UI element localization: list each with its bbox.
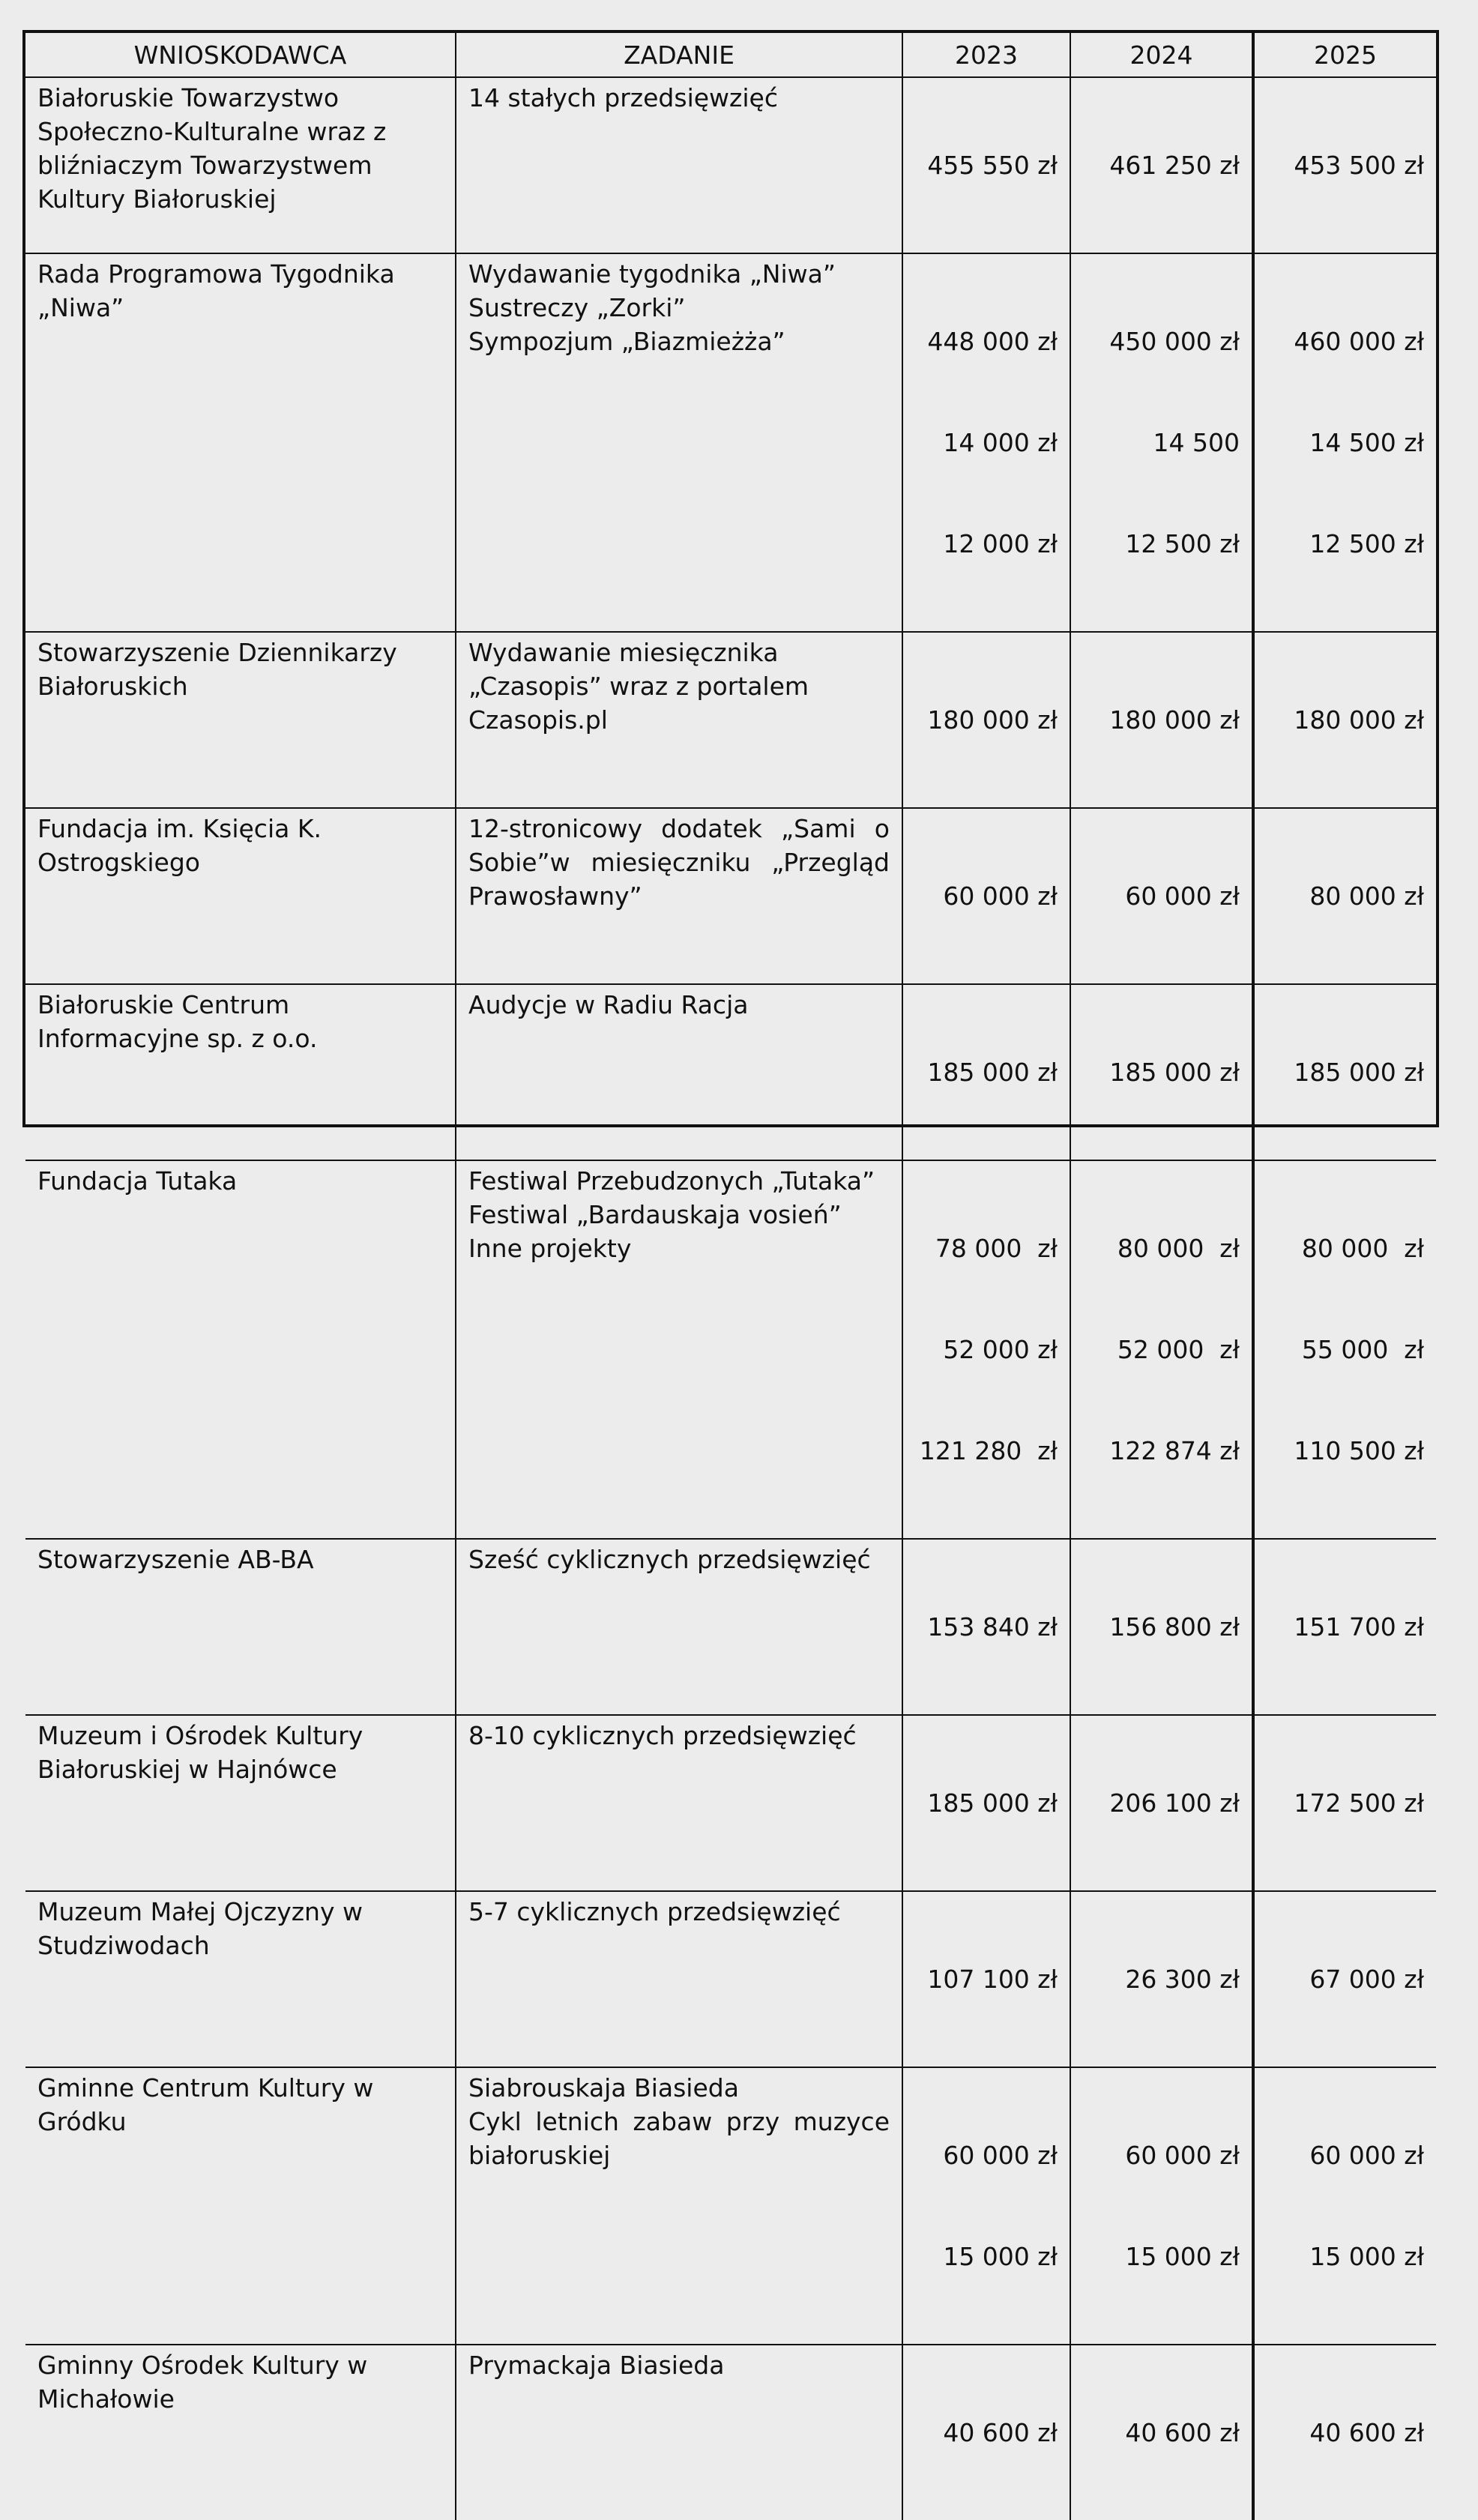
header-task: ZADANIE	[456, 33, 902, 77]
amount-2025-cell	[1253, 808, 1436, 984]
amount-value: 15 000 zł	[1309, 2242, 1424, 2271]
task-cell	[456, 1715, 902, 1891]
amount-value: 14 000 zł	[943, 428, 1058, 457]
amount-2024-cell	[1070, 1891, 1253, 2067]
grants-table	[25, 33, 1436, 2520]
amount-2025-cell	[1253, 253, 1436, 632]
amount-value: 67 000 zł	[1309, 1965, 1424, 1994]
amount-value: 60 000 zł	[1309, 2141, 1424, 2170]
amount-value: 460 000 zł	[1294, 327, 1424, 356]
amount-value: 450 000 zł	[1109, 327, 1240, 356]
amount-value: 60 000 zł	[1125, 881, 1240, 911]
amount-value: 448 000 zł	[927, 327, 1058, 356]
amount-2023-cell	[902, 77, 1070, 253]
amount-value: 80 000 zł	[1117, 1234, 1240, 1263]
task-line: Festiwal Przebudzonych „Tutaka”	[468, 1166, 875, 1196]
applicant-cell: Stowarzyszenie AB-BA	[25, 1539, 456, 1715]
amount-value: 185 000 zł	[1109, 1058, 1240, 1087]
amount-value: 78 000 zł	[935, 1234, 1058, 1263]
amount-value: 40 600 zł	[1309, 2418, 1424, 2447]
table-row	[25, 1539, 1436, 1715]
task-cell	[456, 1891, 902, 2067]
table-body	[25, 77, 1436, 2520]
header-year-2025: 2025	[1253, 33, 1436, 77]
applicant-cell: Stowarzyszenie Dziennikarzy Białoruskich	[25, 632, 456, 808]
applicant-cell: Muzeum Małej Ojczyzny w Studziwodach	[25, 1891, 456, 2067]
applicant-cell: Fundacja Tutaka	[25, 1160, 456, 1539]
amount-2024-cell	[1070, 1715, 1253, 1891]
amount-value: 15 000 zł	[943, 2242, 1058, 2271]
task-cell	[456, 253, 902, 632]
task-cell	[456, 1160, 902, 1539]
amount-2023-cell	[902, 1891, 1070, 2067]
task-line: Sześć cyklicznych przedsięwzięć	[468, 1545, 871, 1574]
task-cell	[456, 808, 902, 984]
grants-table-frame	[22, 30, 1439, 2447]
amount-value: 52 000 zł	[943, 1335, 1058, 1364]
amount-value: 60 000 zł	[1125, 2141, 1240, 2170]
task-line: Audycje w Radiu Racja	[468, 990, 749, 1019]
amount-2025-cell	[1253, 77, 1436, 253]
amount-value: 15 000 zł	[1125, 2242, 1240, 2271]
amount-2025-cell	[1253, 2067, 1436, 2345]
amount-value: 185 000 zł	[927, 1788, 1058, 1818]
amount-value: 180 000 zł	[1294, 705, 1424, 735]
task-line: Prymackaja Biasieda	[468, 2351, 725, 2380]
header-year-2023: 2023	[902, 33, 1070, 77]
amount-value: 26 300 zł	[1125, 1965, 1240, 1994]
header-applicant: WNIOSKODAWCA	[25, 33, 456, 77]
amount-value: 80 000 zł	[1301, 1234, 1424, 1263]
task-cell	[456, 2345, 902, 2520]
task-line: Festiwal „Bardauskaja vosień”	[468, 1200, 842, 1229]
amount-2024-cell	[1070, 632, 1253, 808]
task-cell	[456, 1539, 902, 1715]
amount-value: 12 500 zł	[1309, 529, 1424, 558]
amount-value: 461 250 zł	[1109, 151, 1240, 180]
task-line: 8-10 cyklicznych przedsięwzięć	[468, 1721, 857, 1750]
amount-value: 40 600 zł	[1125, 2418, 1240, 2447]
amount-value: 122 874 zł	[1109, 1436, 1240, 1465]
amount-value: 12 500 zł	[1125, 529, 1240, 558]
task-line: 5-7 cyklicznych przedsięwzięć	[468, 1897, 841, 1926]
amount-2025-cell	[1253, 1715, 1436, 1891]
amount-value: 180 000 zł	[927, 705, 1058, 735]
amount-value: 60 000 zł	[943, 2141, 1058, 2170]
amount-2025-cell	[1253, 2345, 1436, 2520]
amount-2023-cell	[902, 2067, 1070, 2345]
task-cell	[456, 984, 902, 1160]
amount-2023-cell	[902, 808, 1070, 984]
task-line: Sympozjum „Biazmieżża”	[468, 327, 785, 356]
table-row	[25, 1891, 1436, 2067]
amount-2024-cell	[1070, 2345, 1253, 2520]
amount-2023-cell	[902, 2345, 1070, 2520]
amount-2023-cell	[902, 1539, 1070, 1715]
applicant-cell: Białoruskie Centrum Informacyjne sp. z o.o.	[25, 984, 456, 1160]
amount-2024-cell	[1070, 253, 1253, 632]
amount-2024-cell	[1070, 1160, 1253, 1539]
amount-2023-cell	[902, 1160, 1070, 1539]
amount-value: 55 000 zł	[1301, 1335, 1424, 1364]
amount-value: 14 500 zł	[1309, 428, 1424, 457]
amount-2024-cell	[1070, 77, 1253, 253]
amount-2023-cell	[902, 1715, 1070, 1891]
amount-value: 12 000 zł	[943, 529, 1058, 558]
amount-value: 60 000 zł	[943, 881, 1058, 911]
task-cell	[456, 77, 902, 253]
table-row	[25, 2067, 1436, 2345]
table-row	[25, 2345, 1436, 2520]
amount-2024-cell	[1070, 1539, 1253, 1715]
amount-value: 206 100 zł	[1109, 1788, 1240, 1818]
task-line: Cykl letnich zabaw przy muzyce białoruskiej	[468, 2107, 890, 2170]
amount-value: 80 000 zł	[1309, 881, 1424, 911]
amount-value: 156 800 zł	[1109, 1612, 1240, 1642]
amount-value: 153 840 zł	[927, 1612, 1058, 1642]
task-line: Siabrouskaja Biasieda	[468, 2073, 739, 2102]
amount-2025-cell	[1253, 1539, 1436, 1715]
amount-2025-cell	[1253, 632, 1436, 808]
task-line: 14 stałych przedsięwzięć	[468, 83, 778, 112]
header-year-2024: 2024	[1070, 33, 1253, 77]
applicant-cell: Białoruskie Towarzystwo Społeczno-Kulturalne wraz z bliźniaczym Towarzystwem Kultury Białoruskiej	[25, 77, 456, 253]
table-header-row	[25, 33, 1436, 77]
amount-value: 172 500 zł	[1294, 1788, 1424, 1818]
amount-value: 453 500 zł	[1294, 151, 1424, 180]
task-line: Inne projekty	[468, 1234, 632, 1263]
table-row	[25, 253, 1436, 632]
applicant-cell: Rada Programowa Tygodnika „Niwa”	[25, 253, 456, 632]
table-row	[25, 77, 1436, 253]
applicant-cell: Fundacja im. Księcia K. Ostrogskiego	[25, 808, 456, 984]
table-row	[25, 808, 1436, 984]
amount-2025-cell	[1253, 1160, 1436, 1539]
amount-2023-cell	[902, 984, 1070, 1160]
amount-2024-cell	[1070, 984, 1253, 1160]
amount-2024-cell	[1070, 808, 1253, 984]
amount-value: 151 700 zł	[1294, 1612, 1424, 1642]
amount-2023-cell	[902, 632, 1070, 808]
amount-value: 185 000 zł	[1294, 1058, 1424, 1087]
amount-value: 14 500	[1153, 428, 1240, 457]
amount-value: 110 500 zł	[1294, 1436, 1424, 1465]
applicant-cell: Muzeum i Ośrodek Kultury Białoruskiej w Hajnówce	[25, 1715, 456, 1891]
table-row	[25, 632, 1436, 808]
amount-value: 40 600 zł	[943, 2418, 1058, 2447]
amount-2025-cell	[1253, 984, 1436, 1160]
amount-value: 121 280 zł	[919, 1436, 1058, 1465]
amount-value: 185 000 zł	[927, 1058, 1058, 1087]
task-cell	[456, 632, 902, 808]
amount-value: 180 000 zł	[1109, 705, 1240, 735]
amount-2023-cell	[902, 253, 1070, 632]
amount-value: 107 100 zł	[927, 1965, 1058, 1994]
task-cell	[456, 2067, 902, 2345]
amount-value: 455 550 zł	[927, 151, 1058, 180]
amount-2024-cell	[1070, 2067, 1253, 2345]
task-line: 12-stronicowy dodatek „Sami o Sobie”w miesięczniku „Przegląd Prawosławny”	[468, 814, 890, 911]
applicant-cell: Gminny Ośrodek Kultury w Michałowie	[25, 2345, 456, 2520]
task-line: Wydawanie miesięcznika „Czasopis” wraz z portalem Czasopis.pl	[468, 638, 809, 735]
applicant-cell: Gminne Centrum Kultury w Gródku	[25, 2067, 456, 2345]
table-row	[25, 1160, 1436, 1539]
table-row	[25, 984, 1436, 1160]
task-line: Sustreczy „Zorki”	[468, 293, 686, 322]
table-row	[25, 1715, 1436, 1891]
task-line: Wydawanie tygodnika „Niwa”	[468, 259, 836, 289]
amount-2025-cell	[1253, 1891, 1436, 2067]
amount-value: 52 000 zł	[1117, 1335, 1240, 1364]
